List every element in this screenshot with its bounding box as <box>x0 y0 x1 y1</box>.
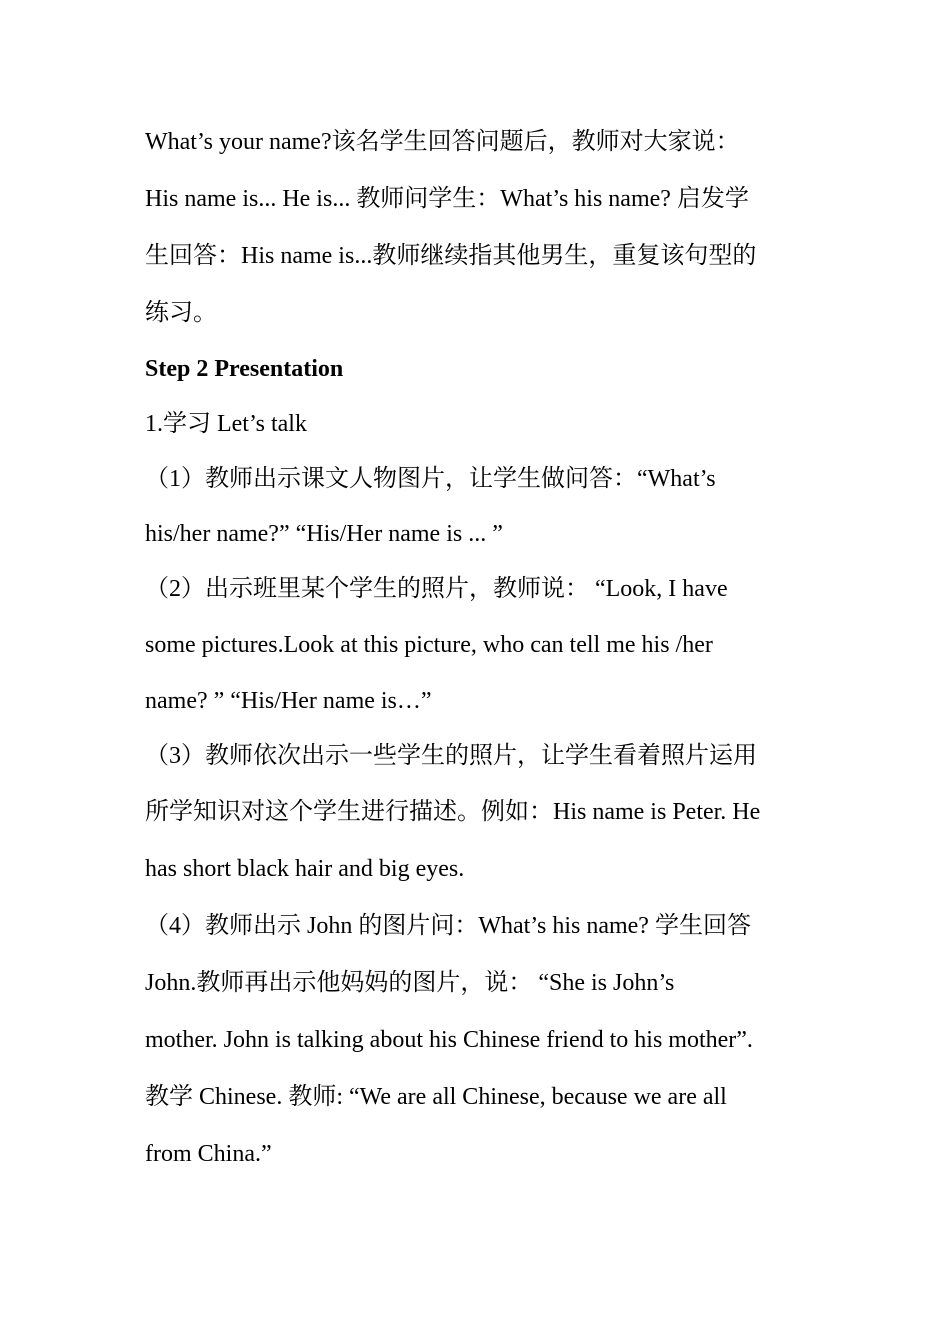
paragraph-line: 所学知识对这个学生进行描述。例如：His name is Peter. He <box>145 799 761 825</box>
paragraph-line: What’s your name?该名学生回答问题后，教师对大家说： <box>145 129 740 155</box>
paragraph-line: （2）出示班里某个学生的照片，教师说： “Look, I have <box>145 576 728 602</box>
paragraph-line: his/her name?” “His/Her name is ... ” <box>145 521 503 547</box>
paragraph-line: 教学 Chinese. 教师: “We are all Chinese, because we are all <box>145 1084 727 1110</box>
paragraph-line: has short black hair and big eyes. <box>145 856 465 882</box>
paragraph-line: John.教师再出示他妈妈的图片，说： “She is John’s <box>145 970 675 996</box>
paragraph-line: （4）教师出示 John 的图片问：What’s his name? 学生回答 <box>145 913 751 939</box>
paragraph-line: from China.” <box>145 1141 272 1167</box>
lesson-text <box>145 114 805 1183</box>
paragraph-line: （1）教师出示课文人物图片，让学生做问答：“What’s <box>145 466 716 492</box>
paragraph-line: His name is... He is... 教师问学生：What’s his name? 启发学 <box>145 186 749 212</box>
section-heading: Step 2 Presentation <box>145 356 344 382</box>
paragraph-line: 练习。 <box>145 300 217 326</box>
paragraph-line: （3）教师依次出示一些学生的照片，让学生看着照片运用 <box>145 743 757 769</box>
paragraph-line: 生回答：His name is...教师继续指其他男生，重复该句型的 <box>145 243 757 269</box>
paragraph-line: name? ” “His/Her name is…” <box>145 688 432 714</box>
paragraph-line: some pictures.Look at this picture, who can tell me his /her <box>145 632 713 658</box>
paragraph-line: mother. John is talking about his Chinese friend to his mother”. <box>145 1027 753 1053</box>
subsection-heading: 1.学习 Let’s talk <box>145 411 307 437</box>
